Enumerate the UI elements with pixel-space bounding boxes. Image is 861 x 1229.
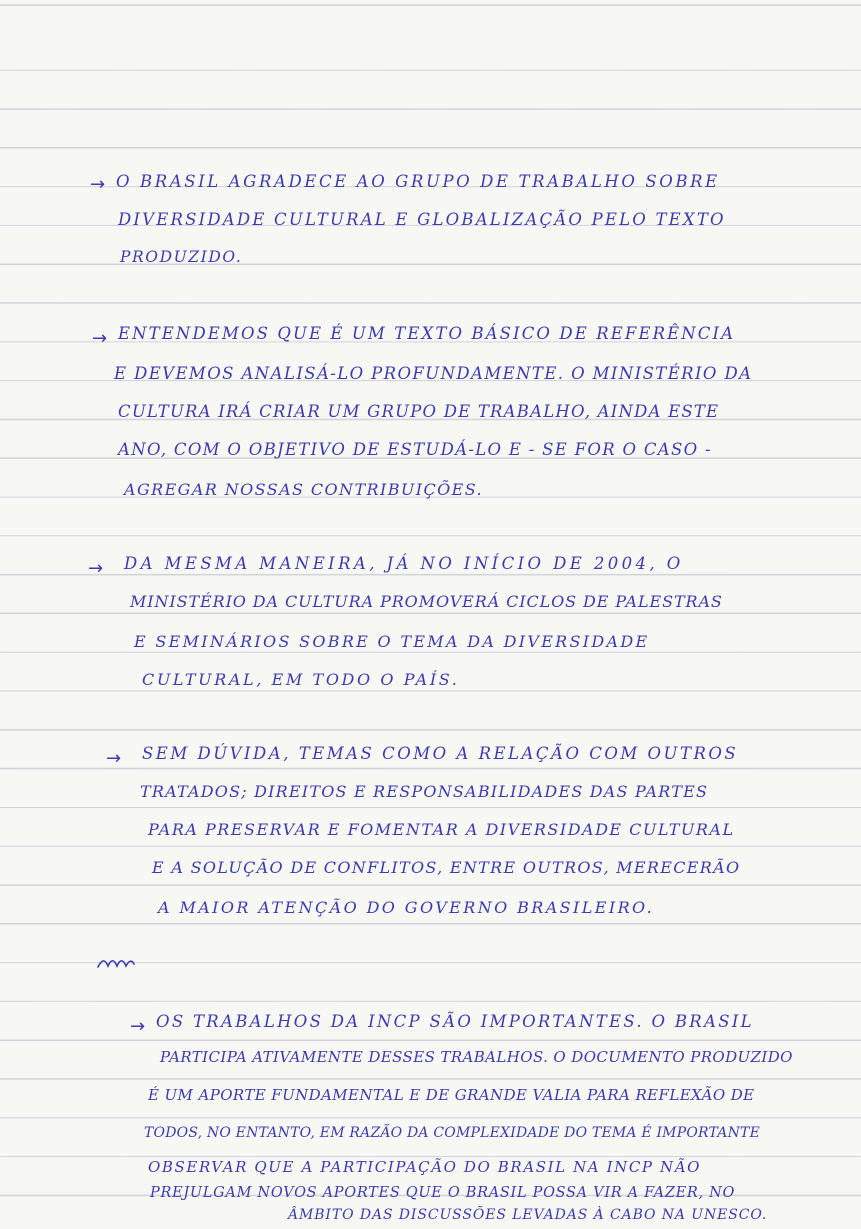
paragraph-5-line-1: OS TRABALHOS DA INCP SÃO IMPORTANTES. O BRASIL	[156, 1012, 754, 1031]
paragraph-5-line-7: ÂMBITO DAS DISCUSSÕES LEVADAS À CABO NA UNESCO.	[288, 1207, 768, 1223]
paragraph-5-line-6: PREJULGAM NOVOS APORTES QUE O BRASIL POSSA VIR A FAZER, NO	[150, 1185, 736, 1201]
paragraph-5-line-3: É UM APORTE FUNDAMENTAL E DE GRANDE VALIA PARA REFLEXÃO DE	[148, 1086, 755, 1104]
bullet-arrow-icon: →	[92, 328, 108, 349]
paragraph-4-line-3: PARA PRESERVAR E FOMENTAR A DIVERSIDADE CULTURAL	[148, 820, 735, 839]
paragraph-4-line-1: SEM DÚVIDA, TEMAS COMO A RELAÇÃO COM OUTROS	[142, 744, 739, 763]
paragraph-1-line-1: O BRASIL AGRADECE AO GRUPO DE TRABALHO SOBRE	[116, 172, 720, 191]
paragraph-1-line-3: PRODUZIDO.	[120, 248, 243, 266]
paragraph-5-line-2: PARTICIPA ATIVAMENTE DESSES TRABALHOS. O DOCUMENTO PRODUZIDO	[160, 1048, 793, 1066]
bullet-arrow-icon: →	[90, 174, 106, 195]
paragraph-2-line-1: ENTENDEMOS QUE É UM TEXTO BÁSICO DE REFERÊNCIA	[118, 324, 736, 343]
paragraph-5-line-5: OBSERVAR QUE A PARTICIPAÇÃO DO BRASIL NA INCP NÃO	[148, 1158, 702, 1176]
squiggle-mark-icon	[96, 956, 136, 972]
paragraph-3-line-2: MINISTÉRIO DA CULTURA PROMOVERÁ CICLOS DE PALESTRAS	[130, 592, 723, 611]
paragraph-2-line-2: E DEVEMOS ANALISÁ-LO PROFUNDAMENTE. O MINISTÉRIO DA	[114, 364, 753, 383]
paragraph-1-line-2: DIVERSIDADE CULTURAL E GLOBALIZAÇÃO PELO TEXTO	[118, 210, 726, 229]
paragraph-2-line-3: CULTURA IRÁ CRIAR UM GRUPO DE TRABALHO, AINDA ESTE	[118, 402, 720, 421]
bullet-arrow-icon: →	[130, 1016, 146, 1037]
paragraph-4-line-2: TRATADOS; DIREITOS E RESPONSABILIDADES DAS PARTES	[140, 782, 709, 801]
paragraph-3-line-4: CULTURAL, EM TODO O PAÍS.	[142, 670, 460, 689]
paragraph-3-line-3: E SEMINÁRIOS SOBRE O TEMA DA DIVERSIDADE	[134, 632, 650, 651]
paragraph-2-line-5: AGREGAR NOSSAS CONTRIBUIÇÕES.	[124, 480, 483, 499]
paragraph-3-line-1: DA MESMA MANEIRA, JÁ NO INÍCIO DE 2004, O	[124, 554, 684, 573]
bullet-arrow-icon: →	[88, 558, 104, 579]
paragraph-4-line-5: A MAIOR ATENÇÃO DO GOVERNO BRASILEIRO.	[158, 898, 655, 917]
bullet-arrow-icon: →	[106, 748, 122, 769]
paragraph-5-line-4: TODOS, NO ENTANTO, EM RAZÃO DA COMPLEXIDADE DO TEMA É IMPORTANTE	[144, 1125, 761, 1141]
paragraph-4-line-4: E A SOLUÇÃO DE CONFLITOS, ENTRE OUTROS, MERECERÃO	[152, 858, 741, 877]
paragraph-2-line-4: ANO, COM O OBJETIVO DE ESTUDÁ-LO E - SE FOR O CASO -	[118, 440, 712, 459]
